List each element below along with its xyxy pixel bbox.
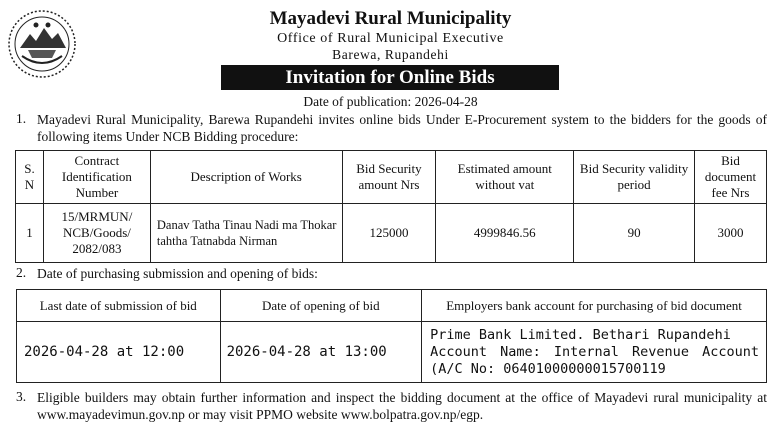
- footer-paragraph: Eligible builders may obtain further information and inspect the bidding document at the office of Mayadevi rural municipality at www.mayadevimun.gov.np or may visit PPMO website www.bolpatra.gov.np/egp.: [37, 390, 767, 422]
- header-opening-date: Date of opening of bid: [220, 290, 422, 322]
- opening-date: 2026-04-28 at 13:00: [220, 322, 422, 383]
- dates-table: [16, 289, 767, 383]
- office-name: Office of Rural Municipal Executive: [277, 31, 504, 46]
- header-description: Description of Works: [150, 151, 342, 204]
- cell-bid-security: 125000: [342, 204, 436, 263]
- header-contract-id: Contract Identification Number: [43, 151, 150, 204]
- section-number: 2.: [16, 265, 27, 280]
- items-table: [15, 150, 767, 263]
- account-word-end: Account: [702, 343, 759, 360]
- header-bid-security: Bid Security amount Nrs: [342, 151, 436, 204]
- last-submission-date: 2026-04-28 at 12:00: [17, 322, 221, 383]
- cell-contract-id: 15/MRMUN/ NCB/Goods/ 2082/083: [43, 204, 150, 263]
- municipality-title: Mayadevi Rural Municipality: [269, 8, 512, 29]
- intro-paragraph: Mayadevi Rural Municipality, Barewa Rupandehi invites online bids Under E-Procurement system to the bidders for the goods of following items Under NCB Bidding procedure:: [37, 112, 767, 144]
- cell-validity: 90: [574, 204, 695, 263]
- table-header-row: [16, 151, 767, 204]
- name-word: Name:: [500, 343, 541, 360]
- bank-account-details: [422, 322, 767, 383]
- account-name-line: [430, 344, 765, 361]
- office-location: Barewa, Rupandehi: [332, 47, 449, 62]
- header-document-fee: Bid document fee Nrs: [694, 151, 766, 204]
- header-validity: Bid Security validity period: [574, 151, 695, 204]
- notice-banner: Invitation for Online Bids: [221, 65, 559, 90]
- header-last-submission: Last date of submission of bid: [17, 290, 221, 322]
- cell-document-fee: 3000: [694, 204, 766, 263]
- section-number: 1.: [16, 111, 27, 126]
- header-estimated-amount: Estimated amount without vat: [436, 151, 574, 204]
- section-number: 3.: [16, 389, 27, 404]
- internal-word: Internal: [553, 343, 619, 360]
- account-number: (A/C No: 06401000000015700119: [430, 360, 666, 377]
- cell-estimated-amount: 4999846.56: [436, 204, 574, 263]
- header-sn: S. N: [16, 151, 44, 204]
- cell-sn: 1: [16, 204, 44, 263]
- publication-date: Date of publication: 2026-04-28: [303, 94, 478, 109]
- revenue-word: Revenue: [632, 343, 689, 360]
- table-row: [16, 204, 767, 263]
- account-word: Account: [430, 343, 487, 360]
- cell-description: Danav Tatha Tinau Nadi ma Thokar tahtha Tatnabda Nirman: [150, 204, 342, 263]
- bank-name: Prime Bank Limited. Bethari Rupandehi: [430, 326, 731, 343]
- header-bank-account: Employers bank account for purchasing of bid document: [422, 290, 767, 322]
- dates-row: [17, 322, 767, 383]
- dates-header-row: [17, 290, 767, 322]
- dates-heading: Date of purchasing submission and opening of bids:: [37, 266, 318, 281]
